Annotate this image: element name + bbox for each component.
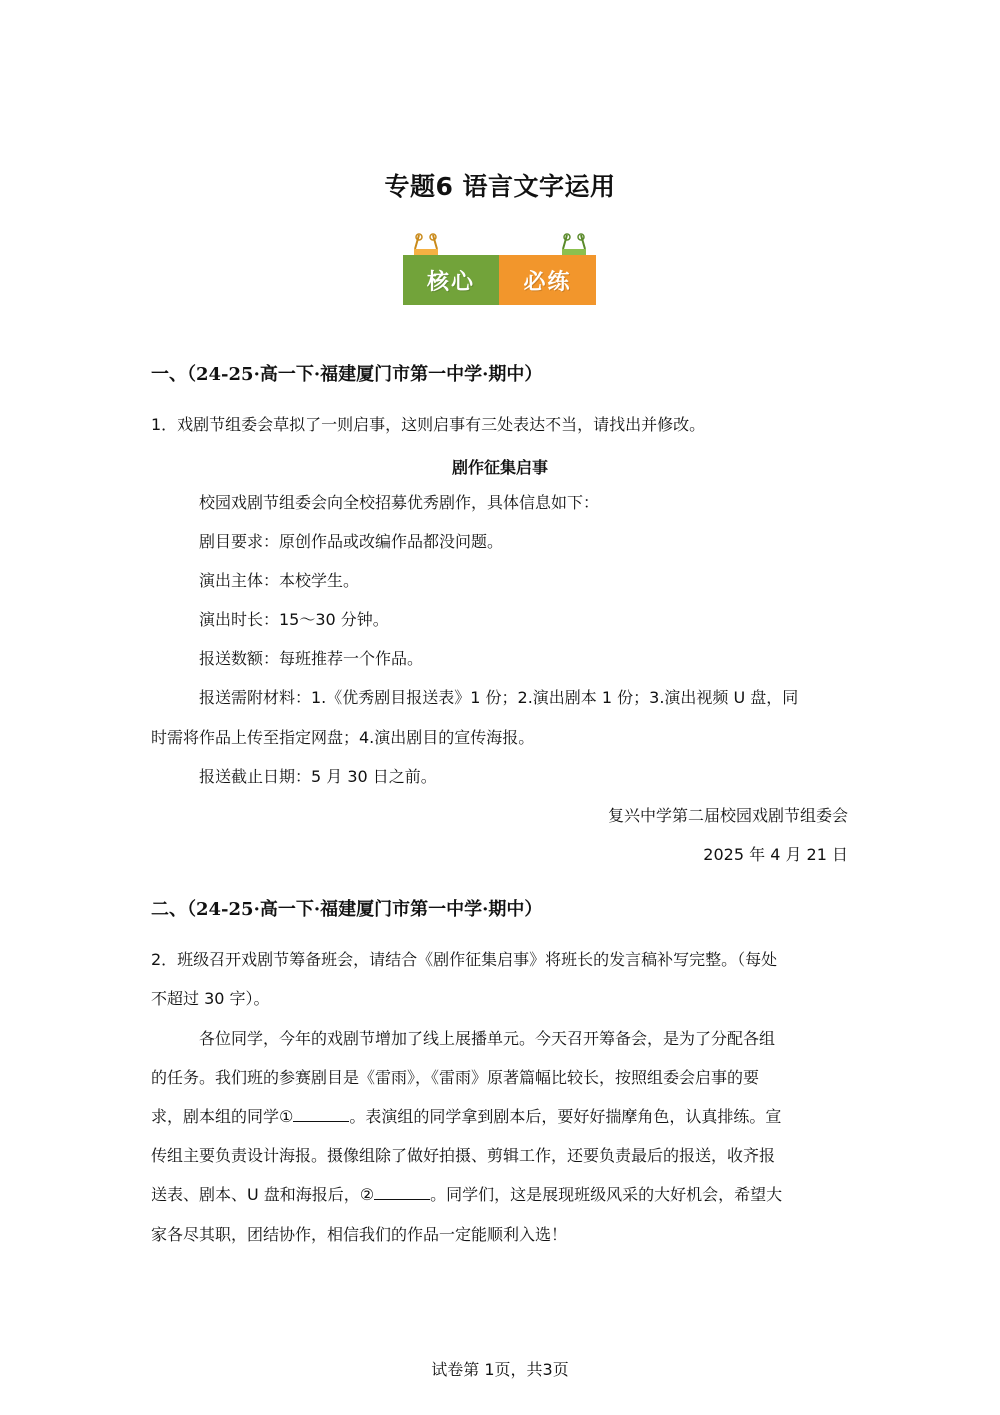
speech-line3-end: 。表演组的同学拿到剧本后，要好好揣摩角色，认真排练。宣: [349, 1107, 782, 1126]
speech-line6: 家各尽其职，团结协作，相信我们的作品一定能顺利入选！: [151, 1225, 568, 1244]
notice-intro: 校园戏剧节组委会向全校招募优秀剧作，具体信息如下：: [199, 493, 600, 512]
speech-line3-start: 求，剧本组的同学①: [151, 1107, 294, 1126]
section-two-number: 二、: [151, 899, 187, 920]
answer-blank-2[interactable]: [374, 1185, 430, 1200]
section-two-heading: [151, 895, 542, 921]
notice-signature: 复兴中学第二届校园戏剧节组委会: [607, 806, 848, 825]
speech-line1: 各位同学，今年的戏剧节增加了线上展播单元。今天召开筹备会，是为了分配各组: [199, 1029, 776, 1048]
notice-duration: 演出时长：15～30 分钟。: [199, 610, 389, 629]
section-one-source: （24-25·高一下·福建厦门市第一中学·期中）: [187, 364, 543, 385]
question-one-prompt: 1．戏剧节组委会草拟了一则启事，这则启事有三处表达不当，请找出并修改。: [151, 415, 706, 434]
notice-materials-line1: 报送需附材料：1.《优秀剧目报送表》1 份；2.演出剧本 1 份；3.演出视频 U 盘，同: [199, 688, 799, 707]
section-one-number: 一、: [151, 364, 187, 385]
speech-line3: [151, 1107, 781, 1127]
question-two-prompt-line2: 不超过 30 字）。: [151, 989, 270, 1008]
notice-title: 剧作征集启事: [451, 458, 548, 477]
notice-performer: 演出主体：本校学生。: [199, 571, 360, 590]
section-one-heading: [151, 360, 542, 386]
core-practice-banner: [403, 233, 597, 307]
speech-line2: 的任务。我们班的参赛剧目是《雷雨》，《雷雨》原著篇幅比较长，按照组委会启事的要: [151, 1068, 760, 1087]
notice-quota: 报送数额：每班推荐一个作品。: [199, 649, 424, 668]
speech-line5-start: 送表、剧本、U 盘和海报后，②: [151, 1185, 375, 1204]
section-two-source: （24-25·高一下·福建厦门市第一中学·期中）: [187, 899, 543, 920]
speech-line5-end: 。同学们，这是展现班级风采的大好机会，希望大: [430, 1185, 783, 1204]
question-two-prompt-line1: 2．班级召开戏剧节筹备班会，请结合《剧作征集启事》将班长的发言稿补写完整。（每处: [151, 950, 778, 969]
notice-requirement: 剧目要求：原创作品或改编作品都没问题。: [199, 532, 504, 551]
notice-date: 2025 年 4 月 21 日: [703, 845, 848, 864]
notice-deadline: 报送截止日期：5 月 30 日之前。: [199, 767, 437, 786]
speech-line5: [151, 1185, 782, 1205]
notice-materials-line2: 时需将作品上传至指定网盘；4.演出剧目的宣传海报。: [151, 728, 535, 747]
banner-label-core: 核心: [403, 255, 499, 305]
banner-label-practice: 必练: [499, 255, 596, 305]
speech-line4: 传组主要负责设计海报。摄像组除了做好拍摄、剪辑工作，还要负责最后的报送，收齐报: [151, 1146, 776, 1165]
page-footer: 试卷第 1页，共3页: [431, 1360, 569, 1379]
answer-blank-1[interactable]: [293, 1107, 349, 1122]
page-title: 专题6 语言文字运用: [384, 172, 616, 201]
